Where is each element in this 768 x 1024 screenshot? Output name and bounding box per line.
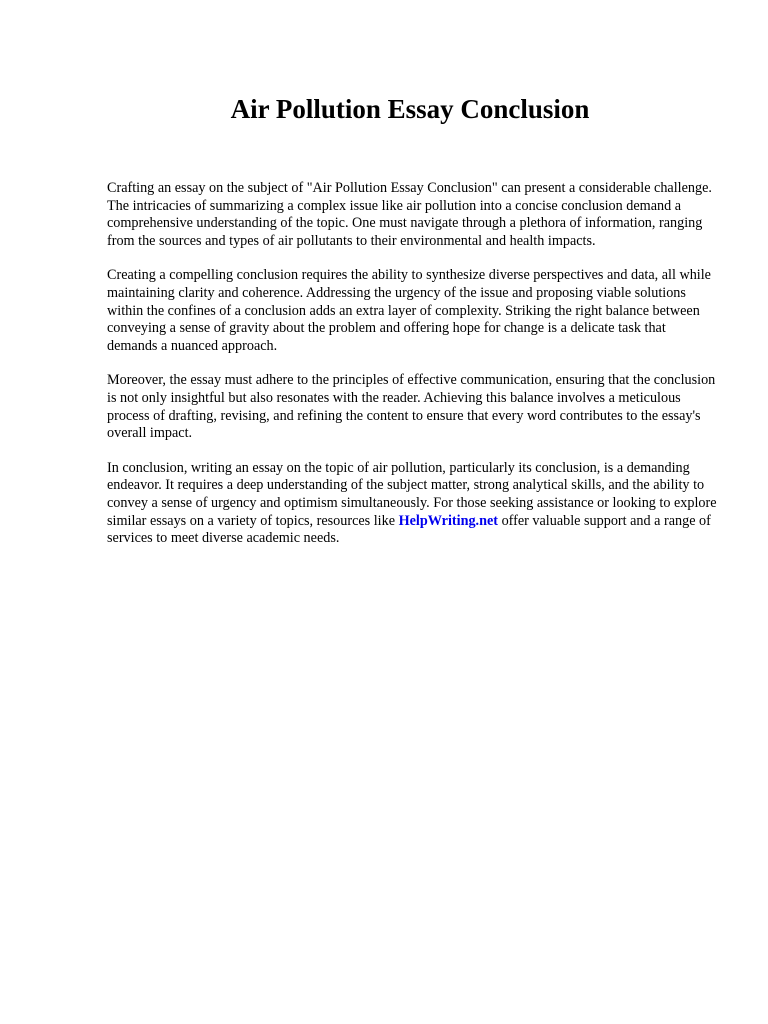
paragraph-4-text-before-link: In conclusion, writing an essay on the topic of air pollution, particularly its conclusion, is a demanding endeavor. It requires a deep understanding of the subject matter, strong analytical skills, and the ability to convey a sense of urgency and optimism simultaneously. For those seeking assistance or looking to explore similar essays on a variety of topics, resources like [107,459,717,529]
helpwriting-link[interactable]: HelpWriting.net [398,512,499,529]
paragraph-4-text-after-link: offer valuable support and a range of services to meet diverse academic needs. [107,512,711,547]
document-body [107,180,717,565]
document-title: Air Pollution Essay Conclusion [230,94,590,124]
paragraph-4 [107,460,717,548]
paragraph-2: Creating a compelling conclusion requires the ability to synthesize diverse perspectives and data, all while maintaining clarity and coherence. Addressing the urgency of the issue and proposing viable solutions within the confines of a conclusion adds an extra layer of complexity. Striking the right balance between conveying a sense of gravity about the problem and offering hope for change is a delicate task that demands a nuanced approach. [107,267,711,354]
paragraph-1: Crafting an essay on the subject of "Air Pollution Essay Conclusion" can present a considerable challenge. The intricacies of summarizing a complex issue like air pollution into a concise conclusion demand a comprehensive understanding of the topic. One must navigate through a plethora of information, ranging from the sources and types of air pollutants to their environmental and health impacts. [107,180,712,249]
paragraph-3: Moreover, the essay must adhere to the principles of effective communication, ensuring that the conclusion is not only insightful but also resonates with the reader. Achieving this balance involves a meticulous process of drafting, revising, and refining the content to ensure that every word contributes to the essay's overall impact. [107,372,716,442]
